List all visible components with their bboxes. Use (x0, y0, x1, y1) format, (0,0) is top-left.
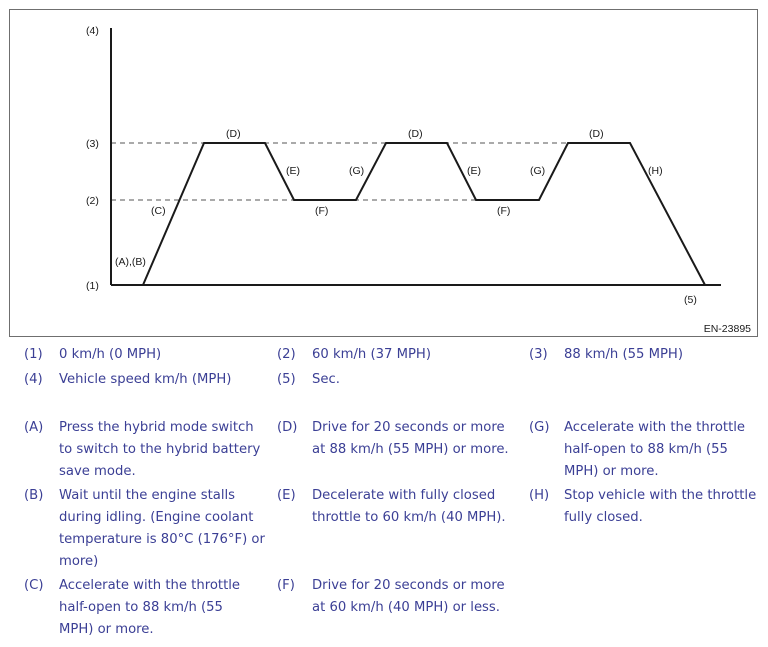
legend-key: (5) (277, 372, 296, 387)
legend-key: (A) (24, 420, 44, 435)
legend-text: Sec. (312, 372, 340, 387)
legend-text: Accelerate with the throttle half-open to 88 km/h (55 MPH) or more. (59, 578, 241, 637)
legend-text: Press the hybrid mode switch to switch to the hybrid battery save mode. (59, 420, 261, 479)
segment-label-c: (C) (151, 205, 166, 217)
legend-key: (4) (24, 372, 43, 387)
figure-id: EN-23895 (703, 323, 751, 335)
legend-text: Accelerate with the throttle half-open to 88 km/h (55 MPH) or more. (564, 420, 746, 479)
legend-key: (C) (24, 578, 44, 593)
legend-text: Wait until the engine stalls during idling. (Engine coolant temperature is 80°C (176°F) or more) (59, 488, 265, 569)
axis-label-1: (1) (86, 280, 99, 292)
legend-text: 60 km/h (37 MPH) (312, 347, 431, 362)
legend-text: Vehicle speed km/h (MPH) (59, 372, 232, 387)
legend-text: Drive for 20 seconds or more at 88 km/h (55 MPH) or more. (312, 420, 509, 457)
segment-label-f2: (F) (497, 205, 511, 217)
legend-key: (H) (529, 488, 550, 503)
axis-label-2: (2) (86, 195, 99, 207)
segment-label-ab: (A),(B) (115, 256, 146, 268)
axis-label-4: (4) (86, 25, 99, 37)
segment-label-d2: (D) (408, 128, 423, 140)
legend-text: Drive for 20 seconds or more at 60 km/h (40 MPH) or less. (312, 578, 505, 615)
axis-label-3: (3) (86, 138, 99, 150)
legend-key: (1) (24, 347, 43, 362)
segment-label-e1: (E) (286, 165, 300, 177)
segment-label-e2: (E) (467, 165, 481, 177)
speed-profile-figure (9, 9, 758, 337)
segment-label-g2: (G) (530, 165, 546, 177)
legend-key: (E) (277, 488, 296, 503)
legend-text: Decelerate with fully closed throttle to 60 km/h (40 MPH). (312, 488, 506, 525)
segment-label-d3: (D) (589, 128, 604, 140)
legend-key: (G) (529, 420, 550, 435)
legend-text: Stop vehicle with the throttle fully closed. (564, 488, 757, 525)
legend-text: 88 km/h (55 MPH) (564, 347, 683, 362)
speed-profile-line (143, 143, 705, 285)
legend-text: 0 km/h (0 MPH) (59, 347, 162, 362)
legend-key: (D) (277, 420, 298, 435)
legend-key: (B) (24, 488, 44, 503)
segment-label-f1: (F) (315, 205, 329, 217)
legend-key: (2) (277, 347, 296, 362)
legend-key: (3) (529, 347, 548, 362)
axis-label-5: (5) (684, 294, 697, 306)
segment-label-d1: (D) (226, 128, 241, 140)
legend-key: (F) (277, 578, 295, 593)
segment-label-h: (H) (648, 165, 663, 177)
segment-label-g1: (G) (349, 165, 365, 177)
speed-profile-diagram (10, 10, 757, 336)
